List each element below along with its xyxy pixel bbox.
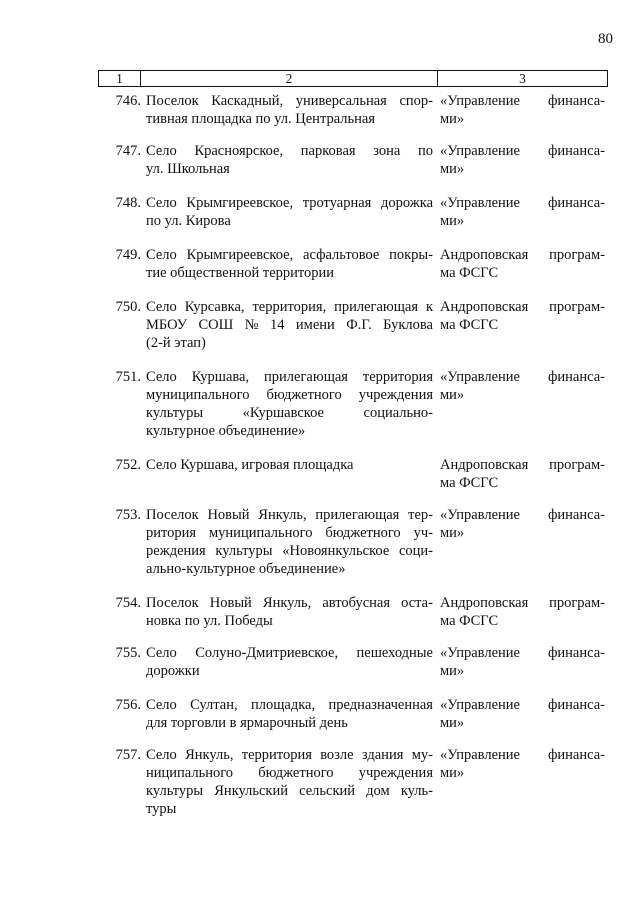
word: пешеходные [356,645,433,661]
text-line [146,764,433,782]
row-responsible [440,644,605,680]
word: Крымгиреевское, [186,247,294,263]
word: Андроповская [440,247,529,263]
text-line: туры [146,801,177,817]
row-description [146,456,433,474]
row-description [146,368,433,440]
word: Красноярское, [194,143,284,159]
text-line [146,506,433,524]
word: бюджетного [325,525,401,541]
row-description [146,194,433,230]
word: бюджетного [258,765,334,781]
row-responsible [440,368,605,404]
word: Поселок [146,93,199,109]
header-col-3: 3 [519,71,526,86]
row-number: 750. [115,299,141,315]
text-line [146,594,433,612]
row-description [146,246,433,282]
text-line: тивная площадка по ул. Центральная [146,111,375,127]
word: учреждения [358,765,433,781]
text-line [146,316,433,334]
word: Буклова [383,317,433,333]
word: Село [146,247,177,263]
word: Новый [209,595,252,611]
word: соци- [398,543,433,559]
text-line [146,542,433,560]
text-line: (2-й этап) [146,335,206,351]
text-line [146,194,433,212]
word: финанса- [548,143,605,159]
row-number: 757. [115,747,141,763]
text-line: ми» [440,161,465,177]
word: территория [362,369,433,385]
text-line: по ул. Кирова [146,213,231,229]
text-line: новка по ул. Победы [146,613,273,629]
word: Солуно-Дмитриевское, [195,645,339,661]
row-responsible [440,506,605,542]
row-number: 756. [115,697,141,713]
row-responsible [440,246,605,282]
word: «Новоянкульское [282,543,390,559]
row-number: 746. [115,93,141,109]
word: спор- [399,93,433,109]
row-description [146,746,433,818]
row-number: 748. [115,195,141,211]
word: «Управление [440,195,520,211]
word: имени [295,317,335,333]
word: Село [146,747,177,763]
word: финанса- [548,507,605,523]
text-line: культурное объединение» [146,423,306,439]
row-responsible [440,746,605,782]
row-number: 754. [115,595,141,611]
word: бюджетного [266,387,342,403]
word: «Куршавское [242,405,324,421]
text-line [440,644,605,662]
word: Новый [207,507,250,523]
word: финанса- [548,93,605,109]
text-line [146,644,433,662]
word: Андроповская [440,299,529,315]
word: Село [146,195,177,211]
word: «Управление [440,369,520,385]
word: Куршава, [191,369,250,385]
header-col-1: 1 [99,71,141,86]
text-line [146,92,433,110]
text-line: ма ФСГС [440,317,499,333]
word: програм- [549,299,605,315]
word: Андроповская [440,457,529,473]
word: культуры [215,543,273,559]
word: по [417,143,433,159]
word: Янкуль, [258,507,307,523]
row-number: 755. [115,645,141,661]
word: Султан, [190,697,238,713]
word: площадка, [250,697,316,713]
word: Поселок [146,595,199,611]
word: реждения [146,543,206,559]
word: Село [146,299,177,315]
text-line [146,246,433,264]
word: парковая [300,143,356,159]
word: 14 [269,317,285,333]
text-line: ми» [440,387,465,403]
text-line [440,368,605,386]
word: финанса- [548,747,605,763]
word: асфальтовое [303,247,380,263]
row-description [146,142,433,178]
text-line [146,404,433,422]
text-line: ми» [440,663,465,679]
word: прилегающая [264,369,348,385]
word: сельский [299,783,356,799]
word: универсальная [295,93,387,109]
word: финанса- [548,645,605,661]
word: Село [146,143,177,159]
word: Курсавка, [184,299,245,315]
word: предназначенная [328,697,433,713]
word: Каскадный, [211,93,284,109]
word: тротуарная [302,195,372,211]
page-number: 80 [598,31,613,47]
word: дорожка [380,195,433,211]
text-line [146,368,433,386]
word: МБОУ [146,317,188,333]
text-line: ма ФСГС [440,475,499,491]
word: «Управление [440,697,520,713]
word: «Управление [440,507,520,523]
word: № [244,317,259,333]
word: програм- [549,247,605,263]
word: автобусная [322,595,391,611]
word: территория, [252,299,327,315]
word: прилегающая [315,507,400,523]
word: здания [361,747,404,763]
text-line [440,194,605,212]
text-line: ми» [440,111,465,127]
word: «Управление [440,93,520,109]
text-line [440,506,605,524]
word: прилегающая [334,299,419,315]
word: территория [241,747,312,763]
table-header [98,70,608,87]
word: Село [146,697,177,713]
word: тер- [408,507,433,523]
row-number: 747. [115,143,141,159]
text-line [146,142,433,160]
text-line: для торговли в ярмарочный день [146,715,348,731]
text-line [146,782,433,800]
word: «Управление [440,747,520,763]
row-number: 752. [115,457,141,473]
row-responsible [440,298,605,334]
text-line [440,456,605,474]
word: учреждения [358,387,433,403]
word: Село [146,369,177,385]
word: возле [320,747,354,763]
word: Янкульский [214,783,288,799]
text-line [440,746,605,764]
row-description [146,594,433,630]
word: финанса- [548,697,605,713]
text-line [440,594,605,612]
text-line [146,746,433,764]
word: му- [411,747,433,763]
text-line [146,298,433,316]
row-number: 749. [115,247,141,263]
text-line [146,696,433,714]
text-line [146,524,433,542]
word: Ф.Г. [346,317,372,333]
text-line: ально-культурное объединение» [146,561,346,577]
word: «Управление [440,645,520,661]
word: ниципального [146,765,234,781]
row-responsible [440,142,605,178]
row-description [146,92,433,128]
word: социально- [363,405,433,421]
word: програм- [549,595,605,611]
word: Село [146,645,177,661]
row-description [146,644,433,680]
word: к [425,299,433,315]
text-line [440,142,605,160]
word: «Управление [440,143,520,159]
word: програм- [549,457,605,473]
text-line [440,696,605,714]
word: дом [366,783,390,799]
row-description [146,506,433,578]
row-number: 753. [115,507,141,523]
row-number: 751. [115,369,141,385]
word: СОШ [198,317,234,333]
text-line: ми» [440,213,465,229]
row-responsible [440,696,605,732]
text-line: ул. Школьная [146,161,230,177]
row-responsible [440,456,605,492]
word: муниципального [146,387,250,403]
text-line [440,298,605,316]
text-line: тие общественной территории [146,265,335,281]
text-line: ми» [440,765,465,781]
text-line: дорожки [146,663,200,679]
word: покры- [389,247,433,263]
word: культуры [146,783,204,799]
word: культуры [146,405,204,421]
row-responsible [440,594,605,630]
word: финанса- [548,195,605,211]
word: Андроповская [440,595,529,611]
text-line: ми» [440,525,465,541]
word: зона [373,143,401,159]
word: куль- [400,783,433,799]
word: оста- [401,595,433,611]
row-description [146,696,433,732]
row-responsible [440,194,605,230]
text-line [440,92,605,110]
text-line: ма ФСГС [440,265,499,281]
text-line: Село Куршава, игровая площадка [146,457,354,473]
word: финанса- [548,369,605,385]
text-line: ма ФСГС [440,613,499,629]
word: Поселок [146,507,199,523]
word: ритория [146,525,197,541]
row-description [146,298,433,352]
word: муниципального [209,525,313,541]
word: Янкуль, [262,595,312,611]
row-responsible [440,92,605,128]
text-line: ми» [440,715,465,731]
header-col-2: 2 [141,71,438,86]
word: уч- [413,525,433,541]
word: Крымгиреевское, [186,195,294,211]
word: Янкуль, [185,747,234,763]
text-line [146,386,433,404]
text-line [440,246,605,264]
